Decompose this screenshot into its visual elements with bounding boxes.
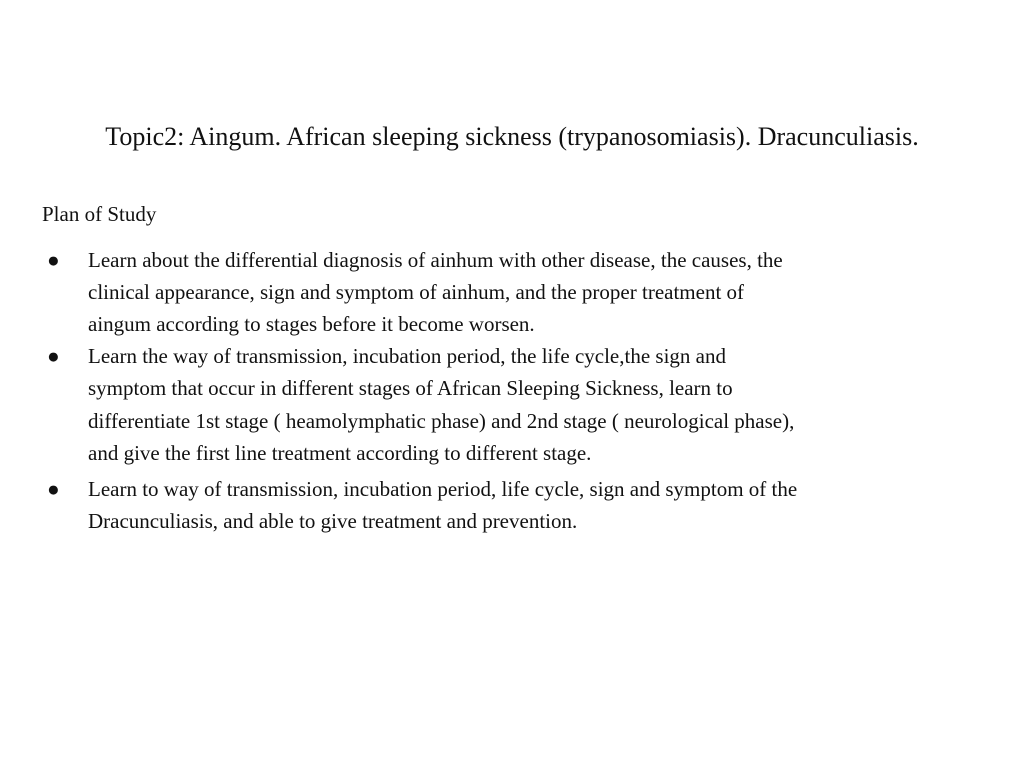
bullet-icon: ● xyxy=(47,248,60,272)
plan-item-line: differentiate 1st stage ( heamolymphatic phase) and 2nd stage ( neurological phase), xyxy=(88,409,795,433)
bullet-icon: ● xyxy=(47,344,60,368)
plan-item-line: Learn to way of transmission, incubation period, life cycle, sign and symptom of the xyxy=(88,477,798,501)
plan-item-line: clinical appearance, sign and symptom of ainhum, and the proper treatment of xyxy=(88,280,745,304)
bullet-icon: ● xyxy=(47,477,60,501)
plan-item-line: Learn the way of transmission, incubation period, the life cycle,the sign and xyxy=(88,344,726,368)
plan-item-line: symptom that occur in different stages of African Sleeping Sickness, learn to xyxy=(88,376,733,400)
plan-item-line: Learn about the differential diagnosis of ainhum with other disease, the causes, the xyxy=(88,248,783,272)
plan-item-line: aingum according to stages before it become worsen. xyxy=(88,312,535,336)
slide-title: Topic2: Aingum. African sleeping sickness (trypanosomiasis). Dracunculiasis. xyxy=(105,122,919,151)
plan-item-line: Dracunculiasis, and able to give treatment and prevention. xyxy=(88,509,578,533)
plan-item-line: and give the first line treatment according to different stage. xyxy=(88,441,592,465)
plan-of-study-heading: Plan of Study xyxy=(42,202,157,226)
